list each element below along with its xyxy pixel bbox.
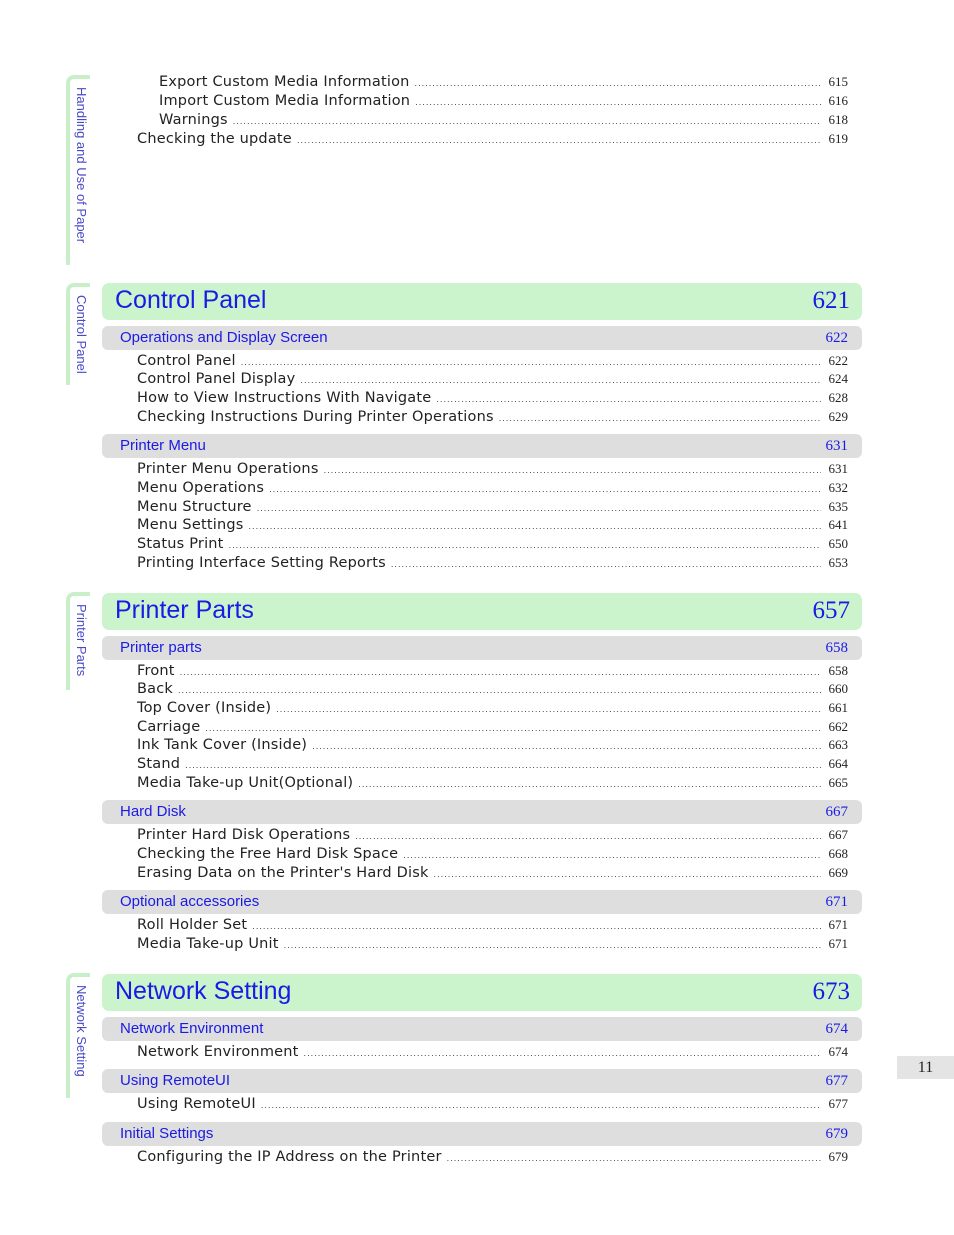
entry-title: Front	[137, 663, 175, 679]
section-operations-display[interactable]	[102, 326, 862, 350]
dot-leader	[229, 541, 821, 550]
entry-title: Menu Structure	[137, 499, 252, 515]
toc-entry[interactable]	[137, 461, 848, 480]
section-network-environment[interactable]	[102, 1017, 862, 1041]
side-tab-label: Handling and Use of Paper	[74, 87, 89, 244]
toc-entry[interactable]	[159, 93, 848, 112]
dot-leader	[261, 1101, 821, 1110]
dot-leader	[249, 522, 822, 531]
toc-entry[interactable]	[159, 112, 848, 131]
dot-leader	[434, 870, 821, 879]
section-title: Optional accessories	[120, 893, 260, 910]
dot-leader	[180, 668, 821, 677]
chapter-control-panel[interactable]	[102, 283, 862, 320]
entry-title: How to View Instructions With Navigate	[137, 390, 432, 406]
entry-title: Printer Hard Disk Operations	[137, 827, 351, 843]
toc-entry[interactable]	[137, 480, 848, 499]
chapter-printer-parts[interactable]	[102, 593, 862, 630]
toc-entry[interactable]	[137, 681, 848, 700]
section-page: 674	[825, 1021, 848, 1037]
chapter-title: Network Setting	[115, 977, 292, 1005]
toc-entry[interactable]	[137, 917, 848, 936]
dot-leader	[436, 395, 821, 404]
dot-leader	[403, 851, 821, 860]
dot-leader	[358, 780, 821, 789]
dot-leader	[300, 376, 821, 385]
entry-title: Printing Interface Setting Reports	[137, 555, 386, 571]
dot-leader	[499, 414, 821, 423]
entry-title: Back	[137, 681, 174, 697]
side-tab-label: Control Panel	[74, 295, 89, 374]
dot-leader	[178, 686, 821, 695]
section-hard-disk[interactable]	[102, 800, 862, 824]
entry-page: 631	[828, 461, 848, 476]
section-page: 631	[825, 438, 848, 454]
toc-entry[interactable]	[137, 827, 848, 846]
entry-title: Control Panel Display	[137, 371, 296, 387]
toc-entry[interactable]	[137, 409, 848, 428]
entry-title: Media Take-up Unit(Optional)	[137, 775, 354, 791]
dot-leader	[276, 705, 821, 714]
entry-page: 671	[828, 917, 848, 932]
entry-title: Status Print	[137, 536, 224, 552]
entry-title: Ink Tank Cover (Inside)	[137, 737, 308, 753]
page-number: 11	[897, 1056, 954, 1079]
dot-leader	[269, 485, 821, 494]
entry-page: 641	[828, 517, 848, 532]
toc-entry[interactable]	[137, 517, 848, 536]
dot-leader	[241, 358, 821, 367]
side-tab-printer-parts[interactable]	[66, 592, 90, 690]
dot-leader	[391, 560, 821, 569]
section-page: 667	[825, 804, 848, 820]
dot-leader	[312, 742, 821, 751]
dot-leader	[252, 922, 821, 931]
entry-page: 618	[828, 112, 848, 127]
toc-entry[interactable]	[137, 1149, 848, 1168]
toc-entry[interactable]	[137, 499, 848, 518]
toc-entry[interactable]	[137, 1044, 848, 1063]
entry-page: 663	[828, 737, 848, 752]
dot-leader	[205, 724, 821, 733]
entry-page: 669	[828, 865, 848, 880]
chapter-page: 621	[812, 287, 850, 314]
entry-title: Checking Instructions During Printer Operations	[137, 409, 494, 425]
section-optional-accessories[interactable]	[102, 890, 862, 914]
entry-page: 624	[828, 371, 848, 386]
section-title: Printer parts	[120, 639, 202, 656]
entry-page: 632	[828, 480, 848, 495]
dot-leader	[297, 136, 821, 145]
toc-entry[interactable]	[137, 131, 848, 150]
chapter-title: Control Panel	[115, 286, 267, 314]
entry-title: Configuring the IP Address on the Printer	[137, 1149, 442, 1165]
side-tab-network-setting[interactable]	[66, 973, 90, 1098]
entry-title: Top Cover (Inside)	[137, 700, 272, 716]
toc-entry[interactable]	[137, 775, 848, 794]
entry-page: 629	[828, 409, 848, 424]
section-title: Initial Settings	[120, 1125, 214, 1142]
entry-page: 665	[828, 775, 848, 790]
dot-leader	[355, 832, 821, 841]
dot-leader	[185, 761, 821, 770]
dot-leader	[415, 98, 821, 107]
side-tab-label: Network Setting	[74, 985, 89, 1077]
entry-title: Erasing Data on the Printer's Hard Disk	[137, 865, 429, 881]
dot-leader	[415, 79, 821, 88]
toc-entry[interactable]	[137, 719, 848, 738]
side-tab-label: Printer Parts	[74, 604, 89, 677]
entry-page: 661	[828, 700, 848, 715]
entry-title: Roll Holder Set	[137, 917, 248, 933]
section-title: Hard Disk	[120, 803, 186, 820]
entry-page: 653	[828, 555, 848, 570]
side-tab-control-panel[interactable]	[66, 283, 90, 385]
entry-page: 628	[828, 390, 848, 405]
section-page: 679	[825, 1126, 848, 1142]
toc-entry[interactable]	[137, 865, 848, 884]
toc-entry[interactable]	[137, 536, 848, 555]
entry-page: 667	[828, 827, 848, 842]
dot-leader	[447, 1154, 821, 1163]
toc-entry[interactable]	[137, 390, 848, 409]
entry-page: 616	[828, 93, 848, 108]
entry-title: Control Panel	[137, 353, 236, 369]
chapter-title: Printer Parts	[115, 596, 254, 624]
entry-page: 619	[828, 131, 848, 146]
entry-page: 671	[828, 936, 848, 951]
toc-entry[interactable]	[137, 756, 848, 775]
entry-page: 668	[828, 846, 848, 861]
dot-leader	[324, 466, 821, 475]
section-title: Using RemoteUI	[120, 1072, 231, 1089]
entry-page: 677	[828, 1096, 848, 1111]
dot-leader	[233, 117, 821, 126]
entry-page: 660	[828, 681, 848, 696]
toc-entry[interactable]	[137, 353, 848, 372]
entry-title: Using RemoteUI	[137, 1096, 256, 1112]
section-page: 622	[825, 330, 848, 346]
section-page: 677	[825, 1073, 848, 1089]
entry-page: 658	[828, 663, 848, 678]
side-tab-handling-paper[interactable]	[66, 75, 90, 265]
toc-entry[interactable]	[137, 371, 848, 390]
toc-entry[interactable]	[137, 1096, 848, 1115]
entry-page: 662	[828, 719, 848, 734]
entry-title: Media Take-up Unit	[137, 936, 279, 952]
entry-page: 650	[828, 536, 848, 551]
chapter-page: 673	[812, 978, 850, 1005]
section-title: Network Environment	[120, 1020, 264, 1037]
entry-title: Printer Menu Operations	[137, 461, 319, 477]
toc-entry[interactable]	[137, 700, 848, 719]
section-initial-settings[interactable]	[102, 1122, 862, 1146]
entry-title: Export Custom Media Information	[159, 74, 410, 90]
entry-title: Menu Operations	[137, 480, 265, 496]
chapter-network-setting[interactable]	[102, 974, 862, 1011]
entry-title: Checking the Free Hard Disk Space	[137, 846, 399, 862]
section-using-remoteui[interactable]	[102, 1069, 862, 1093]
toc-entry[interactable]	[137, 663, 848, 682]
chapter-page: 657	[812, 597, 850, 624]
toc-entry[interactable]	[159, 74, 848, 93]
entry-title: Warnings	[159, 112, 228, 128]
entry-title: Stand	[137, 756, 181, 772]
section-title: Printer Menu	[120, 437, 206, 454]
entry-page: 635	[828, 499, 848, 514]
entry-title: Menu Settings	[137, 517, 244, 533]
dot-leader	[257, 504, 821, 513]
entry-title: Checking the update	[137, 131, 292, 147]
toc-entry[interactable]	[137, 936, 848, 955]
entry-page: 679	[828, 1149, 848, 1164]
entry-page: 664	[828, 756, 848, 771]
entry-title: Import Custom Media Information	[159, 93, 411, 109]
toc-entry[interactable]	[137, 846, 848, 865]
section-title: Operations and Display Screen	[120, 329, 328, 346]
section-printer-menu[interactable]	[102, 434, 862, 458]
entry-title: Carriage	[137, 719, 201, 735]
entry-page: 674	[828, 1044, 848, 1059]
entry-page: 615	[828, 74, 848, 89]
entry-title: Network Environment	[137, 1044, 299, 1060]
entry-page: 622	[828, 353, 848, 368]
toc-entry[interactable]	[137, 737, 848, 756]
dot-leader	[284, 941, 821, 950]
section-page: 671	[825, 894, 848, 910]
section-printer-parts[interactable]	[102, 636, 862, 660]
section-page: 658	[825, 640, 848, 656]
toc-entry[interactable]	[137, 555, 848, 574]
dot-leader	[304, 1049, 821, 1058]
